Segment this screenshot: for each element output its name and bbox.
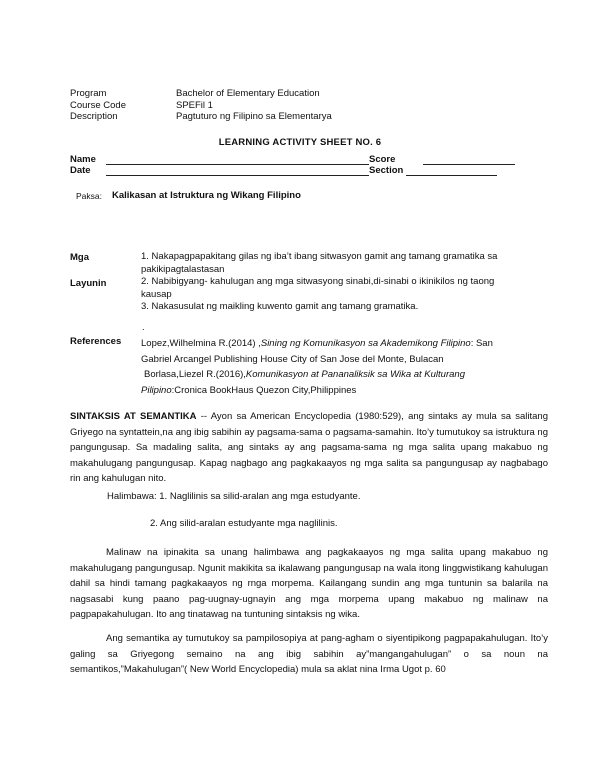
reference-2-line-1 [141,367,541,383]
section-line[interactable] [406,166,497,176]
reference-2-title: Komunikasyon at Pananaliksik sa Wika at Kulturang [245,369,465,380]
reference-1-author: Lopez,Wilhelmina R.(2014) , [141,338,261,349]
reference-1-tail: : San [470,338,493,349]
reference-2-author: Borlasa,Liezel R.(2016), [144,369,246,380]
course-info [70,88,332,123]
references-label: References [70,336,122,347]
course-code-row [70,100,332,112]
program-row [70,88,332,100]
references-list [141,336,541,398]
description-label: Description [70,111,118,122]
objective-3: 3. Nakasusulat ng maikling kuwento gamit ang tamang gramatika. [141,301,419,312]
paragraph-1 [70,409,548,487]
paragraph-2-text: Malinaw na ipinakita sa unang halimbawa ang pagkakaayos ng mga salita upang makabuo ng makahulugang pangungusap. Ngunit makikita sa ikalawang pangungusap na wala itong linggwistikang kahulugan dahil sa hindi tamang pagkakaayos ng rnga morpema. Kailangang sundin ang mga tuntunin sa balarila na nagsasabi kung paano pag-uugnay-ugnayin ang mga morpema upang makabuo ng malinaw na pagpapakahulugan. Ito ang tinatawag na tuntuning sintaksis ng wika. [70,547,548,620]
section-heading: SINTAKSIS AT SEMANTIKA [70,411,197,422]
paragraph-1-text: -- Ayon sa American Encyclopedia (1980:529), ang sintaks ay mula sa salitang Griyego na syntattein,na ang ibig sabihin ay pagsama-sama o pagsama-samahin. Ito’y tumutukoy sa istruktura ng pangungusap. Sa madaling salita, ang sintaks ay ang pagsama-sama ng mga salita upang makabuo ng makahulugang pangungusap. Kapag nagbago ang pagkakaayos ng mga salita sa pangungusap ay nagbabago rin ang kahulugan nito. [70,411,549,484]
objectives-label-mga: Mga [70,252,89,263]
program-label: Program [70,88,107,99]
section-label: Section [369,165,404,176]
date-label: Date [70,165,91,176]
score-label: Score [369,154,396,165]
example-2: 2. Ang silid-aralan estudyante mga naglilinis. [150,518,338,529]
topic-value: Kalikasan at Istruktura ng Wikang Filipino [112,190,301,201]
name-label: Name [70,154,96,165]
objectives-list [141,251,536,314]
course-code-label: Course Code [70,99,126,111]
reference-2-line-2 [141,383,541,399]
stray-dot: . [142,322,145,333]
paragraph-3-text: Ang semantika ay tumutukoy sa pampilosopiya at pang-agham o siyentipikong pagpapakahulugan. Ito’y galing sa Griyegong semaino na ang ibig sabihin ay”mangangahulugan” o sa noun na semantikos,”Makahulugan”( New World Encyclopedia) mula sa aklat nina Irma Ugot p. 60 [70,633,548,675]
paragraph-2 [70,545,548,623]
objective-2a: 2. Nabibigyang- kahulugan ang mga sitwasyong sinabi,di-sinabi o ikinikilos ng taong [141,276,495,287]
program-value: Bachelor of Elementary Education [176,88,320,99]
reference-2-title-end: Pilipino [141,384,172,396]
name-row [70,154,515,165]
objective-1b: pakikipagtalastasan [141,263,225,275]
objective-2b: kausap [141,288,172,300]
topic-row [76,191,301,201]
name-line[interactable] [106,155,369,165]
date-line[interactable] [106,166,369,176]
reference-2-tail: :Cronica BookHaus Quezon City,Philippines [171,384,357,396]
page-title: LEARNING ACTIVITY SHEET NO. 6 [218,137,382,148]
reference-1-title: Sining ng Komunikasyon sa Akademikong Filipino [260,338,471,349]
course-code-value: SPEFil 1 [176,99,213,111]
sintaksis-paragraph [70,409,548,487]
example-1: Halimbawa: 1. Naglilinis sa silid-aralan ang mga estudyante. [107,491,361,502]
reference-1-line-2: Gabriel Arcangel Publishing House City of San Jose del Monte, Bulacan [141,353,444,365]
name-date-fields [70,154,515,176]
objective-1a: 1. Nakapagpapakitang gilas ng iba’t ibang sitwasyon gamit ang tamang gramatika sa [141,251,498,262]
topic-label: Paksa: [76,191,102,201]
description-row [70,111,332,123]
date-row [70,165,515,176]
reference-1-line-1 [141,336,541,352]
score-line[interactable] [423,155,515,165]
paragraph-3 [70,631,548,678]
description-value: Pagtuturo ng Filipino sa Elementarya [176,111,332,122]
objectives-label-layunin: Layunin [70,278,107,289]
